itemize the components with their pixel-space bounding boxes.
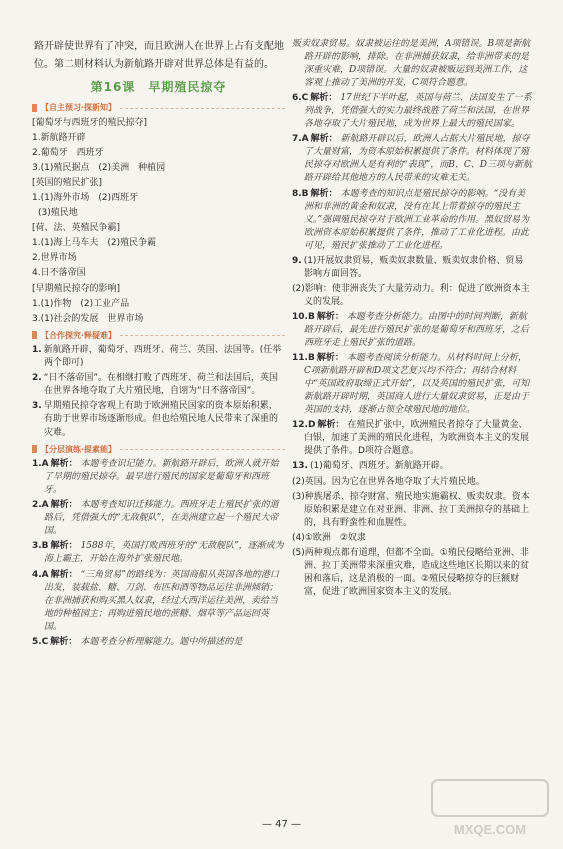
watermark-logo [430, 776, 550, 842]
list-item: [早期殖民掠夺的影响] [32, 283, 121, 294]
list-item: (3)种族屠杀、掠夺财富、殖民地实施霸权、贩卖奴隶。资本原始积累是建立在对亚洲、非洲、拉丁美洲掠夺的基础上的，具有野蛮性和血腥性。 [292, 491, 530, 528]
intro-paragraph: 路开辟使世界有了冲突，而且欧洲人在世界上占有支配地位。第二则材料认为新航路开辟对世界总体是有益的。 [34, 41, 284, 70]
section-header-preview: 【自主预习·探新知】 [32, 102, 285, 114]
list-item: 1.A 解析： 本题考查识记能力。新航路开辟后，欧洲人就开始了早期的殖民掠夺。最早进行殖民的国家是葡萄牙和西班牙。 [32, 459, 279, 496]
section-header-practice: 【分层演练·提素能】 [32, 444, 285, 456]
preview-list [32, 117, 285, 326]
list-item: (5)两种观点都有道理，但都不全面。①殖民侵略给亚洲、非洲、拉丁美洲带来深重灾难，造成这些地区长期以来的贫困和落后，这是消极的一面。②殖民侵略掠夺的巨额财富，促进了欧洲国家资本主义的发展。 [292, 547, 530, 597]
lesson-title: 第16课 早期殖民掠夺 [90, 80, 227, 94]
list-item: 7.A 解析： 新航路开辟以后，欧洲人占据大片殖民地，掠夺了大量财富，为资本原始积累提供了条件。材料体现了殖民掠夺对欧洲人是有利的“表现”，而B、C、D三项与新航路开辟给其他地方的人民带来的灾难无关。 [292, 134, 532, 184]
list-item: 4.A 解析： “三角贸易”的路线为：英国商船从英国各地的港口出发，装载盐、糖、刀剑、布匹和酒等物品运往非洲倾销；在非洲捕获和购买黑人奴隶，经过大西洋运往美洲，卖给当地的种植园主；再购进殖民地的蔗糖、烟草等产品运回英国。 [32, 569, 279, 632]
list-item: 8.B 解析： 本题考查的知识点是殖民掠夺的影响。“没有美洲和非洲的黄金和奴隶，没有在其上带着掠夺的殖民主义。”强调殖民掠夺对于欧洲工业革命的作用。黑奴贸易为欧洲资本原始积累提供了条件，推动了工业化进程。由此可见，殖民扩张推动了工业化进程。 [292, 188, 530, 251]
list-item: 1.(1)作物 (2)工业产品 [32, 298, 130, 309]
list-item: 9. (1)开展奴隶贸易，贩卖奴隶数量、贩卖奴隶价格、贸易影响方面回答。 [292, 255, 524, 279]
list-item: 2. “日不落帝国”。在相继打败了西班牙、荷兰和法国后，英国在世界各地夺取了大片殖民地，自诩为“日不落帝国”。 [32, 373, 279, 397]
list-item: 13. (1)葡萄牙、西班牙。新航路开辟。 [292, 461, 449, 472]
list-item: 2.世界市场 [32, 253, 77, 264]
list-item: 3.(1)殖民据点 (2)美洲 种植园 [32, 163, 166, 174]
list-item: (2)英国。因为它在世界各地夺取了大片殖民地。 [292, 476, 485, 487]
list-item: 12.D 解析： 在殖民扩张中，欧洲殖民者掠夺了大量黄金、白银，加速了美洲的殖民化进程，为欧洲资本主义的发展提供了条件。D项符合题意。 [292, 420, 530, 457]
list-item: [荷、法、英殖民争霸] [32, 223, 121, 234]
list-item: 2.葡萄牙 西班牙 [32, 148, 104, 159]
list-item: [英国的殖民扩张] [32, 178, 103, 189]
list-item: 1.(1)海上马车夫 (2)殖民争霸 [32, 238, 157, 249]
list-item: (3)殖民地 [38, 208, 78, 219]
page-number: — 47 — [261, 819, 302, 830]
list-item: 3. 早期殖民掠夺客观上有助于欧洲殖民国家的资本原始积累，有助于世界市场逐渐形成。但也给殖民地人民带来了深重的灾难。 [32, 401, 279, 438]
list-item: 6.C 解析： 17世纪下半叶起，英国与荷兰、法国发生了一系列战争，凭借强大的实力最终战胜了荷兰和法国，在世界各地夺取了大片殖民地，成为世界上最大的殖民国家。 [292, 93, 532, 130]
list-item: (2)影响：使非洲丧失了大量劳动力。利：促进了欧洲资本主义的发展。 [292, 283, 530, 307]
right-column [292, 38, 532, 601]
svg-text:MXQE.COM: MXQE.COM [453, 822, 527, 837]
left-column [32, 38, 285, 651]
list-item: 3.(1)社会的发展 世界市场 [32, 313, 144, 324]
list-item: (4)①欧洲 ②奴隶 [292, 532, 366, 543]
section-header-explore: 【合作探究·释疑难】 [32, 330, 285, 342]
list-item: 5.C 解析： 本题考查分析理解能力。题中所描述的是 [32, 636, 243, 647]
list-item: 4.日不落帝国 [32, 268, 86, 279]
list-item: 11.B 解析： 本题考查阅读分析能力。从材料时间上分析，C项新航路开辟和D项文艺复兴均不符合；再结合材料中“英国政府取缔正式开始”，以及英国的殖民扩张，可知新航路开辟时期，英国商人进行大量奴隶贸易，正是由于英国的支持，逐渐占领全球殖民地的地位。 [292, 353, 530, 416]
list-item: 10.B 解析： 本题考查分析能力。由图中的时间判断，新航路开辟后，最先进行殖民扩张的是葡萄牙和西班牙，之后西班牙走上殖民扩张的道路。 [292, 311, 530, 349]
practice-list [32, 458, 285, 649]
list-item: [葡萄牙与西班牙的殖民掠夺] [32, 117, 148, 128]
list-item: 1. 新航路开辟，葡萄牙、西班牙、荷兰、英国、法国等。(任举两个即可) [32, 345, 282, 369]
list-item: 2.A 解析： 本题考查知识迁移能力。西班牙走上殖民扩张的道路后，凭借强大的“无敌舰队”，在美洲建立起一个殖民大帝国。 [32, 500, 279, 537]
list-item: 1.(1)海外市场 (2)西班牙 [32, 193, 139, 204]
list-item: 1.新航路开辟 [32, 133, 86, 144]
explore-list [32, 344, 285, 439]
list-item: 贩卖奴隶贸易。奴隶被运往的是美洲，A项错误。B项是新航路开辟的影响，排除。在非洲捕获奴隶，给非洲带来的是深重灾难，D项错误。大量的奴隶被贩运到美洲工作，这客观上推动了美洲的开发，C项符合题意。 [292, 39, 531, 89]
list-item: 3.B 解析： 1588年，英国打败西班牙的“无敌舰队”，逐渐成为海上霸主，开始在海外扩张殖民地。 [32, 541, 284, 565]
